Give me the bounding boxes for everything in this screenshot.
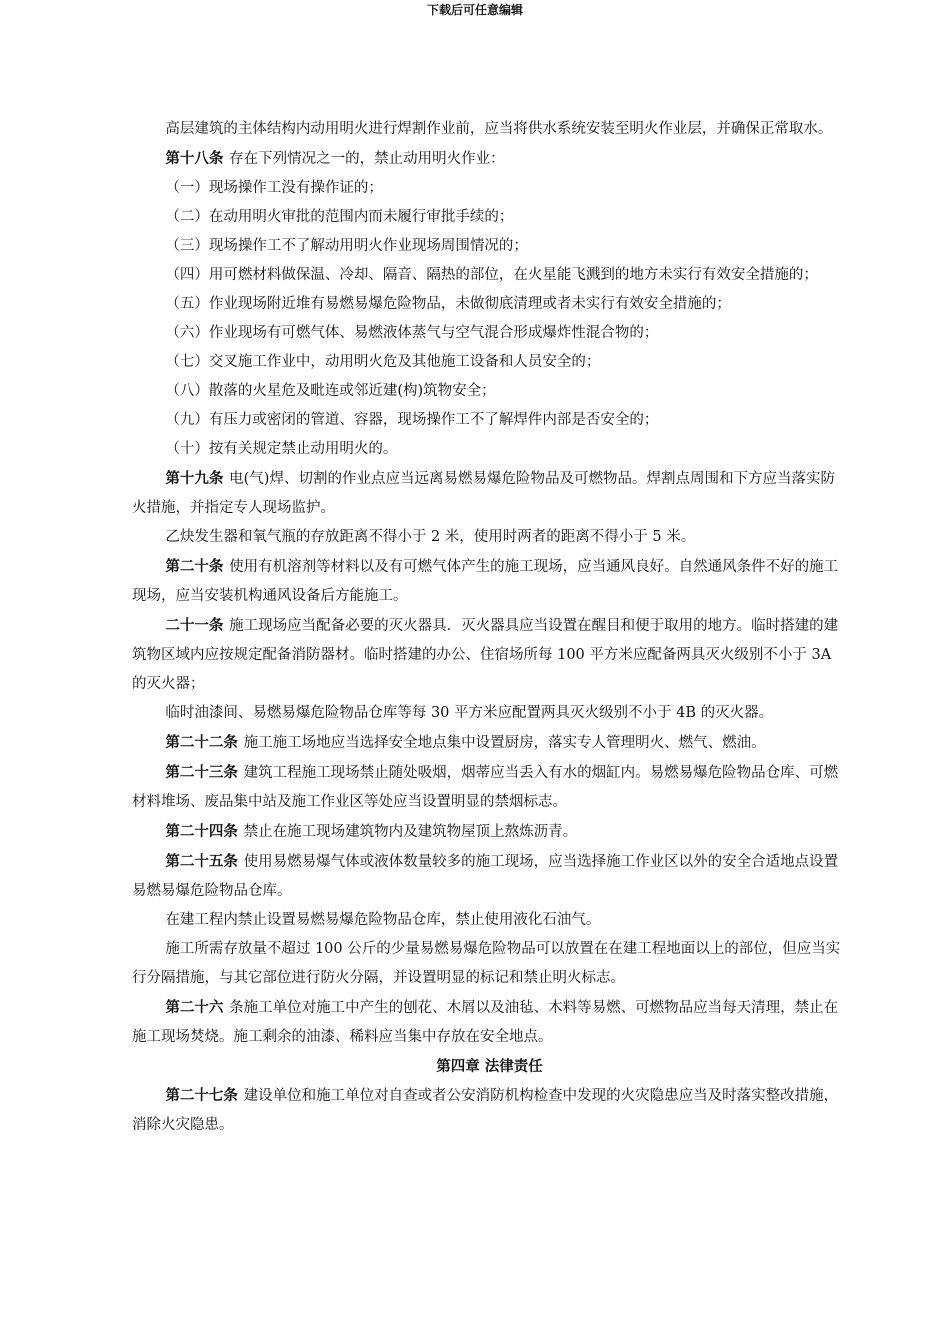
paragraph-text: 施工施工场地应当选择安全地点集中设置厨房，落实专人管理明火、燃气、燃油。	[243, 735, 766, 751]
article-paragraph	[132, 464, 847, 523]
paragraph-text: 建设单位和施工单位对自查或者公安消防机构检查中发现的火灾隐患应当及时落实整改措施，消除火灾隐患。	[132, 1088, 839, 1133]
article-paragraph	[132, 552, 847, 611]
article-number: 第二十六	[165, 999, 224, 1016]
article-paragraph	[132, 847, 847, 906]
paragraph	[132, 377, 847, 406]
paragraph-text: （九）有压力或密闭的管道、容器，现场操作工不了解焊件内部是否安全的；	[165, 412, 659, 428]
paragraph-text: 高层建筑的主体结构内动用明火进行焊割作业前，应当将供水系统安装至明火作业层，并确保正常取水。	[165, 121, 833, 137]
paragraph	[132, 406, 847, 435]
paragraph	[132, 906, 847, 935]
article-number: 第二十七条	[165, 1087, 238, 1104]
article-number: 第十八条	[165, 150, 224, 167]
paragraph	[132, 174, 847, 203]
paragraph-text: 存在下列情况之一的，禁止动用明火作业：	[229, 151, 505, 167]
article-number: 二十一条	[165, 617, 224, 634]
article-number: 第二十二条	[165, 734, 238, 751]
paragraph-text: （十）按有关规定禁止动用明火的。	[165, 441, 398, 457]
paragraph	[132, 290, 847, 319]
paragraph	[132, 115, 847, 144]
article-paragraph	[132, 758, 847, 817]
paragraph	[132, 435, 847, 464]
paragraph-text: （八）散落的火星危及毗连或邻近建(构)筑物安全；	[165, 383, 496, 399]
article-paragraph	[132, 728, 847, 758]
article-number: 第二十三条	[165, 764, 238, 781]
paragraph-text: 临时油漆间、易燃易爆危险物品仓库等每 30 平方米应配置两具灭火级别不小于 4B 的灭火器。	[165, 705, 774, 721]
article-paragraph	[132, 817, 847, 847]
paragraph-text: （七）交叉施工作业中，动用明火危及其他施工设备和人员安全的；	[165, 354, 601, 370]
paragraph-text: （四）用可燃材料做保温、冷却、隔音、隔热的部位，在火星能飞溅到的地方未实行有效安全措施的；	[165, 267, 818, 283]
article-number: 第二十四条	[165, 823, 238, 840]
paragraph-text: 电(气)焊、切割的作业点应当远离易燃易爆危险物品及可燃物品。焊割点周围和下方应当落实防火措施，并指定专人现场监护。	[132, 471, 835, 516]
paragraph-text: 施工所需存放量不超过 100 公斤的少量易燃易爆危险物品可以放置在在建工程地面以上的部位，但应当实行分隔措施，与其它部位进行防火分隔，并设置明显的标记和禁止明火标志。	[132, 941, 841, 986]
paragraph-text: 使用有机溶剂等材料以及有可燃气体产生的施工现场，应当通风良好。自然通风条件不好的施工现场，应当安装机构通风设备后方能施工。	[132, 559, 839, 604]
paragraph-text: （二）在动用明火审批的范围内而未履行审批手续的；	[165, 209, 514, 225]
paragraph	[132, 699, 847, 728]
paragraph-text: （一）现场操作工没有操作证的；	[165, 180, 383, 196]
paragraph-text: 条施工单位对施工中产生的刨花、木屑以及油毡、木料等易燃、可燃物品应当每天清理，禁止在施工现场焚烧。施工剩余的油漆、稀料应当集中存放在安全地点。	[132, 1000, 839, 1045]
paragraph	[132, 203, 847, 232]
paragraph-text: 禁止在施工现场建筑物内及建筑物屋顶上熬炼沥青。	[243, 824, 578, 840]
article-number: 第二十条	[165, 558, 224, 575]
article-number: 第二十五条	[165, 853, 238, 870]
paragraph-text: 施工现场应当配备必要的灭火器具．灭火器具应当设置在醒目和便于取用的地方。临时搭建的建筑物区域内应按规定配备消防器材。临时搭建的办公、住宿场所每 100 平方米应配备两具灭火级别不小于 3A 的灭火器；	[132, 618, 839, 692]
chapter-heading: 第四章 法律责任	[436, 1058, 543, 1075]
paragraph-text: 乙炔发生器和氧气瓶的存放距离不得小于 2 米，使用时两者的距离不得小于 5 米。	[165, 529, 696, 545]
paragraph-text: （六）作业现场有可燃气体、易燃液体蒸气与空气混合形成爆炸性混合物的；	[165, 325, 659, 341]
document-body	[132, 115, 847, 1140]
paragraph-text: 使用易燃易爆气体或液体数量较多的施工现场，应当选择施工作业区以外的安全合适地点设置易燃易爆危险物品仓库。	[132, 854, 839, 899]
article-paragraph	[132, 993, 847, 1052]
paragraph	[132, 232, 847, 261]
paragraph-text: （五）作业现场附近堆有易燃易爆危险物品，未做彻底清理或者未实行有效安全措施的；	[165, 296, 731, 312]
paragraph	[132, 348, 847, 377]
paragraph	[132, 523, 847, 552]
paragraph-text: 建筑工程施工现场禁止随处吸烟，烟蒂应当丢入有水的烟缸内。易燃易爆危险物品仓库、可燃材料堆场、废品集中站及施工作业区等处应当设置明显的禁烟标志。	[132, 765, 839, 810]
article-number: 第十九条	[165, 470, 224, 487]
article-paragraph	[132, 144, 847, 174]
page-header: 下载后可任意编辑	[426, 3, 523, 17]
paragraph	[132, 935, 847, 993]
article-paragraph	[132, 611, 847, 699]
paragraph	[132, 261, 847, 290]
article-paragraph	[132, 1081, 847, 1140]
paragraph-text: 在建工程内禁止设置易燃易爆危险物品仓库，禁止使用液化石油气。	[165, 912, 601, 928]
paragraph-text: （三）现场操作工不了解动用明火作业现场周围情况的；	[165, 238, 528, 254]
paragraph	[132, 319, 847, 348]
